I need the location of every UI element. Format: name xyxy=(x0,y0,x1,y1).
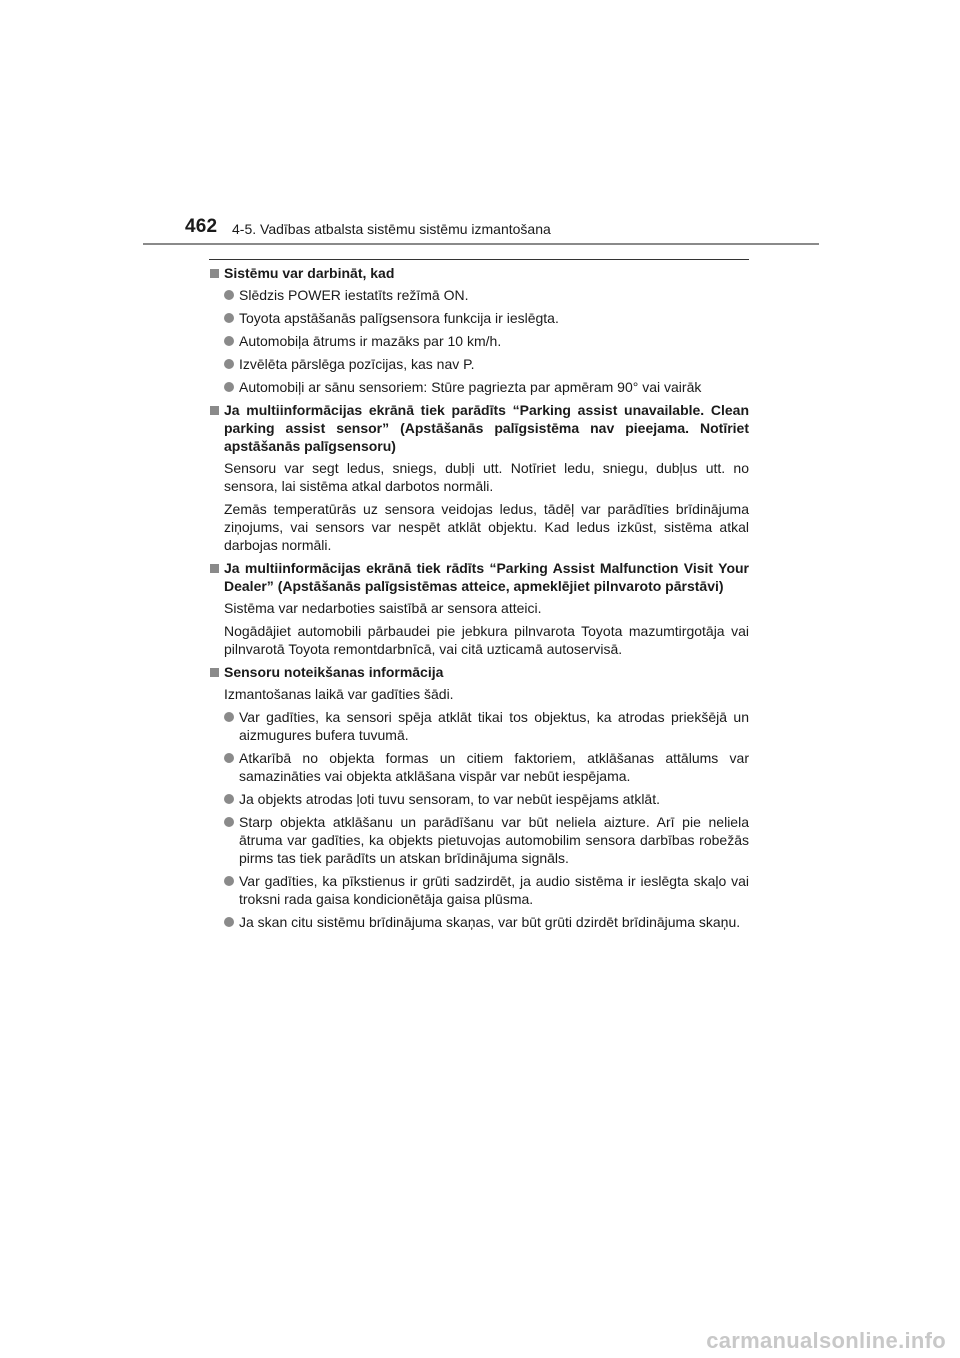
section-heading-text: Sensoru noteikšanas informācija xyxy=(224,664,444,680)
watermark: carmanualsonline.info xyxy=(706,1328,946,1353)
circle-bullet-icon xyxy=(224,382,234,392)
circle-bullet-icon xyxy=(224,876,234,886)
circle-bullet-icon xyxy=(224,817,234,827)
list-item-text: Var gadīties, ka pīkstienus ir grūti sadzirdēt, ja audio sistēma ir ieslēgta skaļo vai troksni rada gaisa kondicionētāja gaisa plūsma. xyxy=(239,873,749,907)
list-item-text: Starp objekta atklāšanu un parādīšanu var būt neliela aizture. Arī pie neliela ātruma var gadīties, ka objekts pietuvojas automobilim sensora darbības robežās pirms tas tiek parādīts un atskan brīdinājuma signāls. xyxy=(239,814,749,866)
section-malfunction xyxy=(209,559,749,658)
list-item-text: Ja objekts atrodas ļoti tuvu sensoram, to var nebūt iespējams atklāt. xyxy=(239,791,660,807)
list-item-text: Automobiļa ātrums ir mazāks par 10 km/h. xyxy=(239,333,502,349)
list-item-text: Automobiļi ar sānu sensoriem: Stūre pagriezta par apmēram 90° vai vairāk xyxy=(239,379,702,395)
section-heading-text: Ja multiinformācijas ekrānā tiek parādīts “Parking assist unavailable. Clean parking assist sensor” (Apstāšanās palīgsistēma nav pieejama. Notīriet apstāšanās palīgsensoru) xyxy=(224,402,749,454)
list-item xyxy=(209,813,749,867)
section-heading xyxy=(209,401,749,455)
list-item-text: Izvēlēta pārslēga pozīcijas, kas nav P. xyxy=(239,356,475,372)
paragraph: Nogādājiet automobili pārbaudei pie jebkura pilnvarota Toyota mazumtirgotāja vai pilnvarotā Toyota remontdarbnīcā, vai citā uzticamā autoservisā. xyxy=(224,623,749,657)
list-item xyxy=(209,708,749,744)
section-heading xyxy=(209,559,749,595)
square-bullet-icon xyxy=(210,564,219,573)
content-top-divider xyxy=(209,259,749,260)
section-heading-text: Sistēmu var darbināt, kad xyxy=(224,265,395,281)
square-bullet-icon xyxy=(210,406,219,415)
list-item xyxy=(209,749,749,785)
chapter-title: 4-5. Vadības atbalsta sistēmu sistēmu izmantošana xyxy=(232,221,551,237)
list-item-text: Var gadīties, ka sensori spēja atklāt tikai tos objektus, ka atrodas priekšējā un aizmugures bufera tuvumā. xyxy=(239,709,749,743)
section-heading-text: Ja multiinformācijas ekrānā tiek rādīts “Parking Assist Malfunction Visit Your Dealer” (Apstāšanās palīgsistēmas atteice, apmeklējiet pilnvaroto pārstāvi) xyxy=(224,560,749,594)
section-heading xyxy=(209,663,749,681)
page-number: 462 xyxy=(185,216,218,237)
circle-bullet-icon xyxy=(224,712,234,722)
paragraph: Izmantošanas laikā var gadīties šādi. xyxy=(224,686,454,702)
circle-bullet-icon xyxy=(224,313,234,323)
header-divider xyxy=(143,243,819,245)
section-heading xyxy=(209,264,749,282)
circle-bullet-icon xyxy=(224,359,234,369)
list-item xyxy=(209,378,749,396)
list-item-text: Atkarībā no objekta formas un citiem faktoriem, atklāšanas attālums var samazināties vai objekta atklāšana vispār var nebūt iespējama. xyxy=(239,750,749,784)
list-item xyxy=(209,332,749,350)
list-item-text: Ja skan citu sistēmu brīdinājuma skaņas, var būt grūti dzirdēt brīdinājuma skaņu. xyxy=(239,914,741,930)
section-operating-conditions xyxy=(209,264,749,396)
list-item xyxy=(209,872,749,908)
square-bullet-icon xyxy=(210,668,219,677)
section-sensor-unavailable xyxy=(209,401,749,554)
circle-bullet-icon xyxy=(224,917,234,927)
list-item-text: Slēdzis POWER iestatīts režīmā ON. xyxy=(239,287,469,303)
circle-bullet-icon xyxy=(224,290,234,300)
content-area xyxy=(209,264,749,936)
list-item xyxy=(209,355,749,373)
paragraph: Zemās temperatūrās uz sensora veidojas ledus, tādēļ var parādīties brīdinājuma ziņojums, vai sensors var nespēt atklāt objektu. Kad ledus izkūst, sistēma atkal darbojas normāli. xyxy=(224,501,749,553)
circle-bullet-icon xyxy=(224,794,234,804)
list-item xyxy=(209,286,749,304)
list-item xyxy=(209,913,749,931)
list-item xyxy=(209,309,749,327)
circle-bullet-icon xyxy=(224,336,234,346)
section-detection-info xyxy=(209,663,749,931)
paragraph: Sensoru var segt ledus, sniegs, dubļi utt. Notīriet ledu, sniegu, dubļus utt. no sensora, lai sistēma atkal darbotos normāli. xyxy=(224,460,749,494)
circle-bullet-icon xyxy=(224,753,234,763)
list-item xyxy=(209,790,749,808)
square-bullet-icon xyxy=(210,269,219,278)
paragraph: Sistēma var nedarboties saistībā ar sensora atteici. xyxy=(224,600,542,616)
list-item-text: Toyota apstāšanās palīgsensora funkcija ir ieslēgta. xyxy=(239,310,559,326)
